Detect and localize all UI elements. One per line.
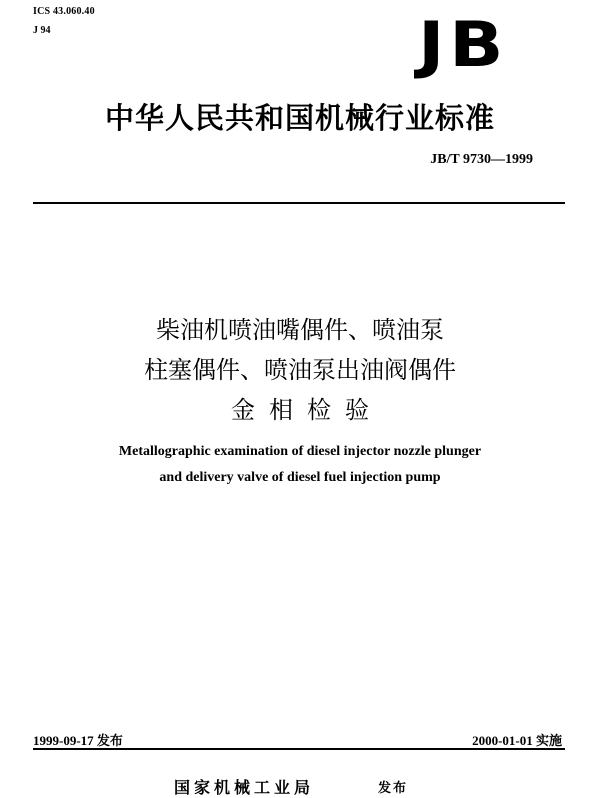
jb-logo: JB bbox=[418, 8, 509, 81]
publisher-name: 国家机械工业局 bbox=[174, 778, 315, 797]
standard-title: 中华人民共和国机械行业标准 bbox=[104, 101, 495, 135]
chinese-title-line-3: 金相检验 bbox=[231, 396, 383, 424]
publish-label: 发布 bbox=[378, 781, 409, 796]
english-title-line-1: Metallographic examination of diesel injector nozzle plunger bbox=[118, 444, 482, 459]
chinese-title-line-1: 柴油机喷油嘴偶件、喷油泵 bbox=[156, 316, 444, 344]
standard-number: JB/T 9730—1999 bbox=[430, 152, 533, 167]
english-title-line-2: and delivery valve of diesel fuel injection pump bbox=[159, 470, 441, 485]
implementation-date: 2000-01-01 实施 bbox=[472, 733, 562, 748]
issue-date: 1999-09-17 发布 bbox=[33, 733, 123, 748]
footer-divider bbox=[33, 748, 565, 750]
ics-code: ICS 43.060.40 bbox=[33, 6, 95, 17]
classification-code: J 94 bbox=[33, 25, 51, 36]
header-divider bbox=[33, 202, 565, 204]
chinese-title-line-2: 柱塞偶件、喷油泵出油阀偶件 bbox=[144, 356, 456, 384]
